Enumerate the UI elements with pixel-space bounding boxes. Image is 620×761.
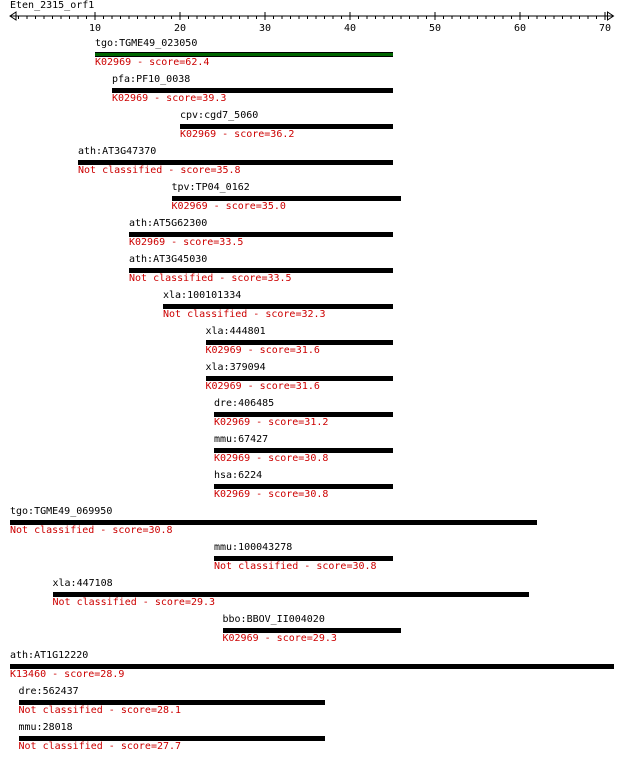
hit-name-link[interactable]: ath:AT3G45030 [129,254,208,265]
hit-classification-link[interactable]: Not classified - score=27.7 [18,741,182,752]
hit-row [0,614,620,650]
hit-name-link[interactable]: xla:100101334 [163,290,242,301]
hit-classification-link[interactable]: Not classified - score=30.8 [10,525,173,536]
hit-name-link[interactable]: tpv:TP04_0162 [171,182,250,193]
hit-row [0,578,620,614]
hit-name-link[interactable]: mmu:67427 [214,434,269,445]
hit-row [0,722,620,758]
hit-name-link[interactable]: hsa:6224 [214,470,263,481]
ruler-tick-label: 70 [598,23,612,34]
hit-classification-link[interactable]: Not classified - score=35.8 [78,165,241,176]
hit-row [0,506,620,542]
hit-classification-link[interactable]: K02969 - score=31.2 [214,417,329,428]
hit-classification-link[interactable]: K02969 - score=33.5 [129,237,244,248]
hit-name-link[interactable]: ath:AT1G12220 [10,650,89,661]
hit-row [0,434,620,470]
hit-classification-link[interactable]: Not classified - score=30.8 [214,561,377,572]
ruler-tick-label: 20 [173,23,187,34]
hit-classification-link[interactable]: K02969 - score=30.8 [214,453,329,464]
hit-row [0,686,620,722]
ruler-tick-label: 40 [343,23,357,34]
ruler-tick-label: 50 [428,23,442,34]
hit-name-link[interactable]: tgo:TGME49_023050 [95,38,198,49]
hit-classification-link[interactable]: K02969 - score=29.3 [222,633,337,644]
hit-row [0,254,620,290]
hit-row [0,542,620,578]
hit-row [0,38,620,74]
ruler-tick-label: 60 [513,23,527,34]
hit-name-link[interactable]: xla:444801 [205,326,266,337]
hit-row [0,146,620,182]
ruler-tick-label: 10 [88,23,102,34]
hit-name-link[interactable]: dre:406485 [214,398,275,409]
hit-classification-link[interactable]: K02969 - score=31.6 [205,381,320,392]
hit-classification-link[interactable]: K13460 - score=28.9 [10,669,125,680]
hit-row [0,362,620,398]
hit-name-link[interactable]: tgo:TGME49_069950 [10,506,113,517]
position-ruler [0,0,620,36]
hit-row [0,470,620,506]
hit-row [0,74,620,110]
hit-classification-link[interactable]: Not classified - score=28.1 [18,705,182,716]
hit-classification-link[interactable]: Not classified - score=33.5 [129,273,292,284]
hit-row [0,398,620,434]
hit-classification-link[interactable]: K02969 - score=35.0 [171,201,286,212]
hit-row [0,650,620,686]
hit-classification-link[interactable]: K02969 - score=30.8 [214,489,329,500]
hit-row [0,182,620,218]
hit-name-link[interactable]: ath:AT5G62300 [129,218,208,229]
hit-classification-link[interactable]: K02969 - score=36.2 [180,129,295,140]
hit-name-link[interactable]: mmu:28018 [18,722,73,733]
hit-name-link[interactable]: mmu:100043278 [214,542,293,553]
hit-name-link[interactable]: pfa:PF10_0038 [112,74,191,85]
hit-name-link[interactable]: dre:562437 [18,686,79,697]
hit-row [0,290,620,326]
hit-classification-link[interactable]: K02969 - score=31.6 [205,345,320,356]
hit-classification-link[interactable]: K02969 - score=39.3 [112,93,227,104]
ruler-tick-label: 30 [258,23,272,34]
hit-name-link[interactable]: ath:AT3G47370 [78,146,157,157]
hit-classification-link[interactable]: Not classified - score=29.3 [52,597,216,608]
hit-name-link[interactable]: cpv:cgd7_5060 [180,110,259,121]
hit-name-link[interactable]: xla:379094 [205,362,266,373]
hit-row [0,326,620,362]
hit-row [0,218,620,254]
hit-name-link[interactable]: bbo:BBOV_II004020 [222,614,325,625]
sequence-title: Eten_2315_orf1 [10,0,95,11]
hit-name-link[interactable]: xla:447108 [52,578,113,589]
hit-classification-link[interactable]: Not classified - score=32.3 [163,309,326,320]
hit-row [0,110,620,146]
hit-classification-link[interactable]: K02969 - score=62.4 [95,57,210,68]
